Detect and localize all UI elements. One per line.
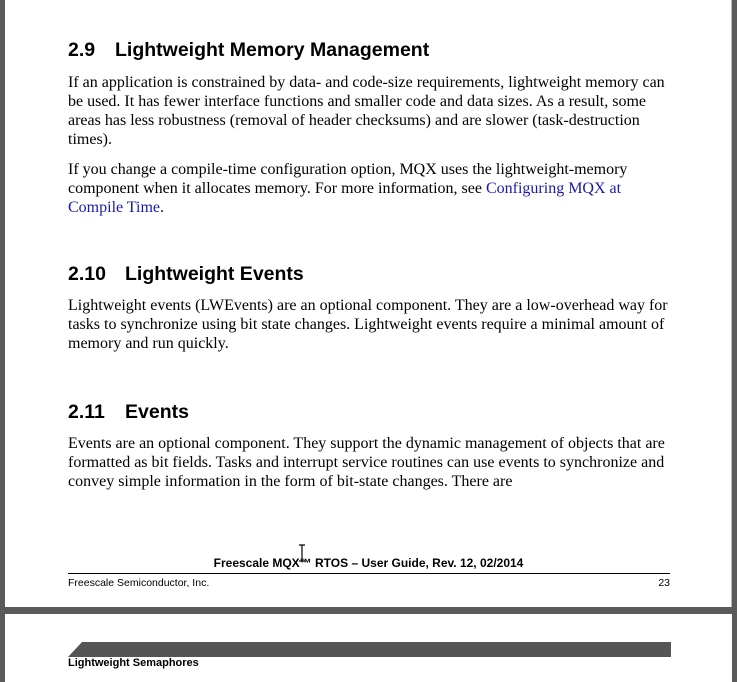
footer-document-title: Freescale MQX™ RTOS – User Guide, Rev. 12, 02/2014 bbox=[213, 556, 524, 570]
header-decor-bar bbox=[68, 642, 671, 657]
paragraph: If an application is constrained by data- and code-size requirements, lightweight memory can be used. It has fewer interface functions and smaller code and data sizes. As a result, some areas has less robustness (removal of header checksums) and are slower (task-destruction times). bbox=[68, 74, 665, 148]
paragraph: Lightweight events (LWEvents) are an optional component. They are a low-overhead way for tasks to synchronize using bit state changes. Lightweight events require a minimal amount of memory and run quickly. bbox=[68, 297, 668, 352]
configuring-mqx-link[interactable]: Configuring MQX at Compile Time bbox=[68, 180, 622, 216]
footer-page-number: 23 bbox=[658, 577, 670, 589]
paragraph-with-link bbox=[68, 160, 680, 217]
paragraph-text: If you change a compile-time configuration option, MQX uses the lightweight-memory component when it allocates memory. For more information, see bbox=[68, 161, 628, 197]
section-title: Events bbox=[125, 401, 189, 423]
running-header-title: Lightweight Semaphores bbox=[68, 657, 199, 669]
footer-company: Freescale Semiconductor, Inc. bbox=[68, 577, 210, 589]
section-title: Lightweight Events bbox=[125, 263, 304, 285]
section-number: 2.11 bbox=[68, 401, 105, 423]
paragraph: Events are an optional component. They support the dynamic management of objects that are formatted as bit fields. Tasks and interrupt service routines can use events to synchronize and convey simple information in the form of bit-state changes. There are bbox=[68, 435, 665, 490]
paragraph-end: . bbox=[160, 199, 165, 216]
text-cursor-icon bbox=[297, 544, 307, 562]
section-heading-2-11 bbox=[68, 401, 189, 424]
document-page-23 bbox=[5, 0, 732, 607]
page-edge bbox=[731, 0, 732, 607]
document-page-24 bbox=[5, 614, 732, 682]
footer-divider bbox=[68, 573, 670, 574]
section-heading-2-9 bbox=[68, 39, 429, 62]
section-title: Lightweight Memory Management bbox=[115, 39, 430, 61]
section-heading-2-10 bbox=[68, 263, 304, 286]
section-number: 2.9 bbox=[68, 39, 96, 61]
section-number: 2.10 bbox=[68, 263, 106, 285]
